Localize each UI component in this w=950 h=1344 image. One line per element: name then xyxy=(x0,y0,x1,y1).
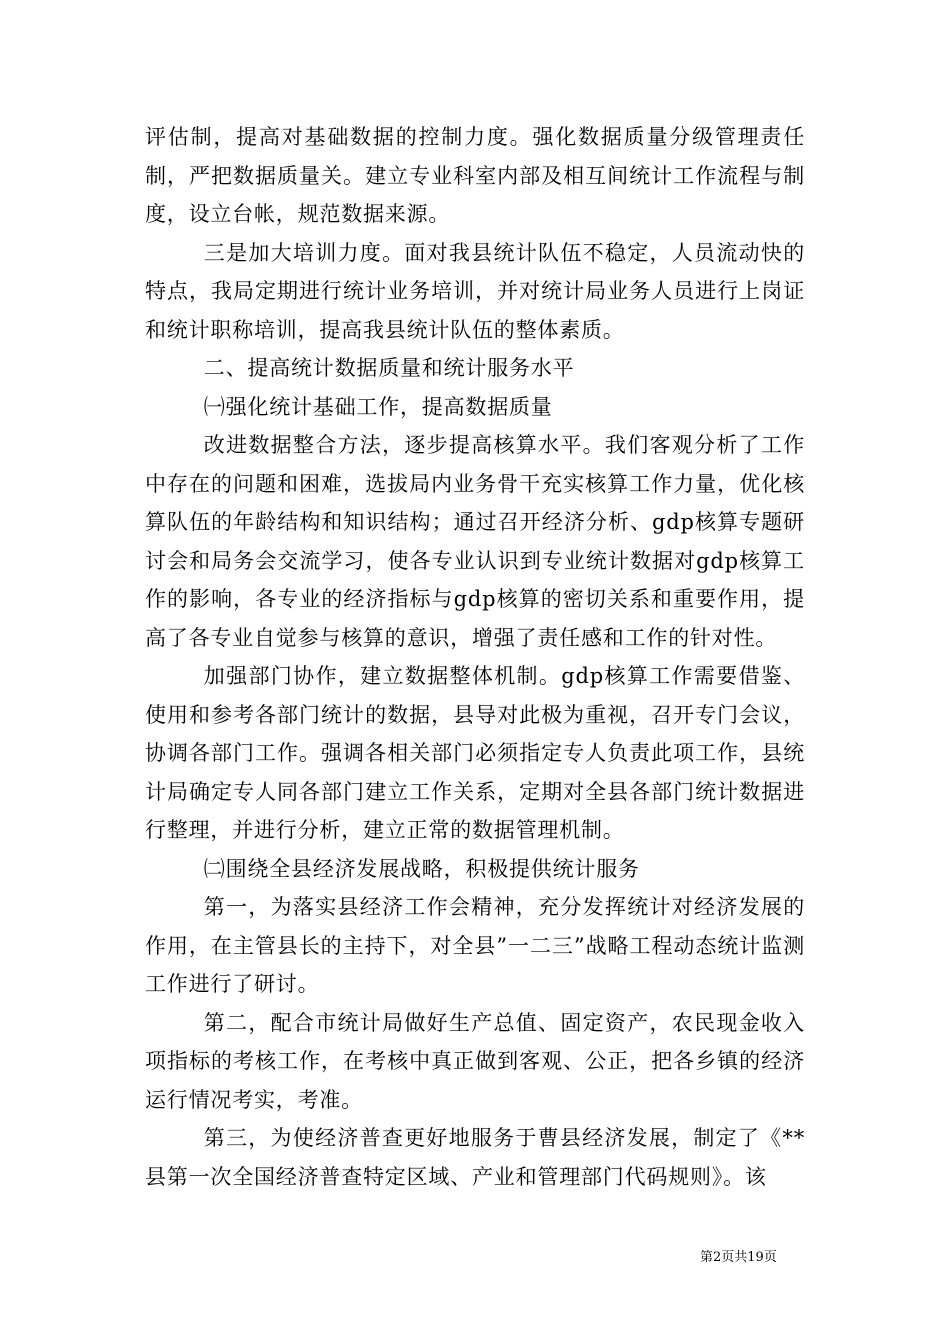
paragraph-3: 改进数据整合方法，逐步提高核算水平。我们客观分析了工作中存在的问题和困难，选拔局内业务骨干充实核算工作力量，优化核算队伍的年龄结构和知识结构；通过召开经济分析、gdp核算专题研讨会和局务会交流学习，使各专业认识到专业统计数据对gdp核算工作的影响，各专业的经济指标与gdp核算的密切关系和重要作用，提高了各专业自觉参与核算的意识，增强了责任感和工作的针对性。 xyxy=(145,433,805,650)
paragraph-4: 加强部门协作，建立数据整体机制。gdp核算工作需要借鉴、使用和参考各部门统计的数据，县导对此极为重视，召开专门会议，协调各部门工作。强调各相关部门必须指定专人负责此项工作，县统计局确定专人同各部门建立工作关系，定期对全县各部门统计数据进行整理，并进行分析，建立正常的数据管理机制。 xyxy=(145,664,805,842)
paragraph-7: 第三，为使经济普查更好地服务于曹县经济发展，制定了《**县第一次全国经济普查特定区域、产业和管理部门代码规则》。该 xyxy=(145,1126,805,1189)
subsection-heading-2: ㈡围绕全县经济发展战略，积极提供统计服务 xyxy=(203,856,640,881)
paragraph-5: 第一，为落实县经济工作会精神，充分发挥统计对经济发展的作用，在主管县长的主持下，对全县”一二三”战略工程动态统计监测工作进行了研讨。 xyxy=(145,895,805,996)
paragraph-1: 评估制，提高对基础数据的控制力度。强化数据质量分级管理责任制，严把数据质量关。建立专业科室内部及相互间统计工作流程与制度，设立台帐，规范数据来源。 xyxy=(145,125,805,226)
subsection-heading-1: ㈠强化统计基础工作，提高数据质量 xyxy=(203,394,553,419)
body-text xyxy=(145,118,805,1196)
page-number: 第2页共19页 xyxy=(700,1250,777,1265)
paragraph-6: 第二，配合市统计局做好生产总值、固定资产，农民现金收入项指标的考核工作，在考核中真正做到客观、公正，把各乡镇的经济运行情况考实，考准。 xyxy=(145,1010,805,1112)
section-heading-2: 二、提高统计数据质量和统计服务水平 xyxy=(203,356,575,380)
paragraph-2: 三是加大培训力度。面对我县统计队伍不稳定，人员流动快的特点，我局定期进行统计业务培训，并对统计局业务人员进行上岗证和统计职称培训，提高我县统计队伍的整体素质。 xyxy=(145,240,805,342)
